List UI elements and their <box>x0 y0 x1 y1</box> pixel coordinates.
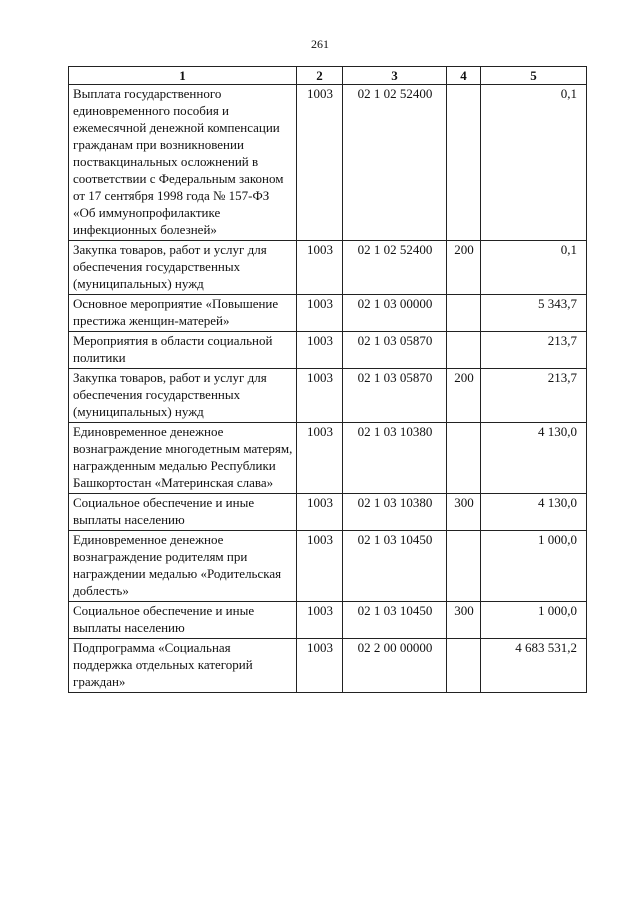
row-target: 02 2 00 00000 <box>343 639 447 693</box>
row-name: Закупка товаров, работ и услуг для обеспечения государственных (муниципальных) нужд <box>69 369 297 423</box>
table-row <box>69 494 587 531</box>
row-name: Основное мероприятие «Повышение престижа женщин-матерей» <box>69 295 297 332</box>
row-target: 02 1 03 05870 <box>343 369 447 423</box>
row-target: 02 1 03 10380 <box>343 423 447 494</box>
row-name: Выплата государственного единовременного пособия и ежемесячной денежной компенсации гражданам при возникновении поствакцинальных осложнений в соответствии с Федеральным законом от 17 сентября 1998 года № 157-ФЗ «Об иммунопрофилактике инфекционных болезней» <box>69 85 297 241</box>
row-amount: 4 130,0 <box>481 423 587 494</box>
table-header-row <box>69 67 587 85</box>
row-amount: 5 343,7 <box>481 295 587 332</box>
row-amount: 0,1 <box>481 85 587 241</box>
row-expense-type: 300 <box>447 602 481 639</box>
row-amount: 213,7 <box>481 332 587 369</box>
row-section: 1003 <box>297 602 343 639</box>
row-target: 02 1 03 10450 <box>343 531 447 602</box>
row-expense-type: 300 <box>447 494 481 531</box>
budget-table <box>68 66 587 693</box>
row-name: Социальное обеспечение и иные выплаты населению <box>69 494 297 531</box>
row-amount: 1 000,0 <box>481 602 587 639</box>
column-header: 3 <box>343 67 447 85</box>
row-amount: 4 683 531,2 <box>481 639 587 693</box>
column-header: 1 <box>69 67 297 85</box>
row-section: 1003 <box>297 531 343 602</box>
row-expense-type: 200 <box>447 369 481 423</box>
table-row <box>69 602 587 639</box>
row-amount: 213,7 <box>481 369 587 423</box>
row-expense-type <box>447 295 481 332</box>
row-expense-type: 200 <box>447 241 481 295</box>
row-amount: 1 000,0 <box>481 531 587 602</box>
row-section: 1003 <box>297 241 343 295</box>
row-expense-type <box>447 85 481 241</box>
row-section: 1003 <box>297 332 343 369</box>
row-section: 1003 <box>297 369 343 423</box>
row-target: 02 1 02 52400 <box>343 241 447 295</box>
row-amount: 0,1 <box>481 241 587 295</box>
column-header: 5 <box>481 67 587 85</box>
table-row <box>69 531 587 602</box>
row-section: 1003 <box>297 295 343 332</box>
table-row <box>69 423 587 494</box>
row-target: 02 1 03 10380 <box>343 494 447 531</box>
row-target: 02 1 03 05870 <box>343 332 447 369</box>
row-expense-type <box>447 423 481 494</box>
row-name: Мероприятия в области социальной политики <box>69 332 297 369</box>
row-name: Единовременное денежное вознаграждение многодетным матерям, награжденным медалью Республики Башкортостан «Материнская слава» <box>69 423 297 494</box>
row-target: 02 1 03 00000 <box>343 295 447 332</box>
row-name: Единовременное денежное вознаграждение родителям при награждении медалью «Родительская доблесть» <box>69 531 297 602</box>
row-target: 02 1 02 52400 <box>343 85 447 241</box>
table-row <box>69 85 587 241</box>
row-section: 1003 <box>297 639 343 693</box>
column-header: 4 <box>447 67 481 85</box>
row-amount: 4 130,0 <box>481 494 587 531</box>
row-name: Социальное обеспечение и иные выплаты населению <box>69 602 297 639</box>
row-expense-type <box>447 332 481 369</box>
row-expense-type <box>447 639 481 693</box>
row-section: 1003 <box>297 85 343 241</box>
table-row <box>69 369 587 423</box>
row-name: Подпрограмма «Социальная поддержка отдельных категорий граждан» <box>69 639 297 693</box>
row-target: 02 1 03 10450 <box>343 602 447 639</box>
row-section: 1003 <box>297 494 343 531</box>
table-row <box>69 332 587 369</box>
table-row <box>69 241 587 295</box>
column-header: 2 <box>297 67 343 85</box>
table-row <box>69 295 587 332</box>
row-expense-type <box>447 531 481 602</box>
row-name: Закупка товаров, работ и услуг для обеспечения государственных (муниципальных) нужд <box>69 241 297 295</box>
page-number: 261 <box>311 37 329 51</box>
row-section: 1003 <box>297 423 343 494</box>
table-row <box>69 639 587 693</box>
